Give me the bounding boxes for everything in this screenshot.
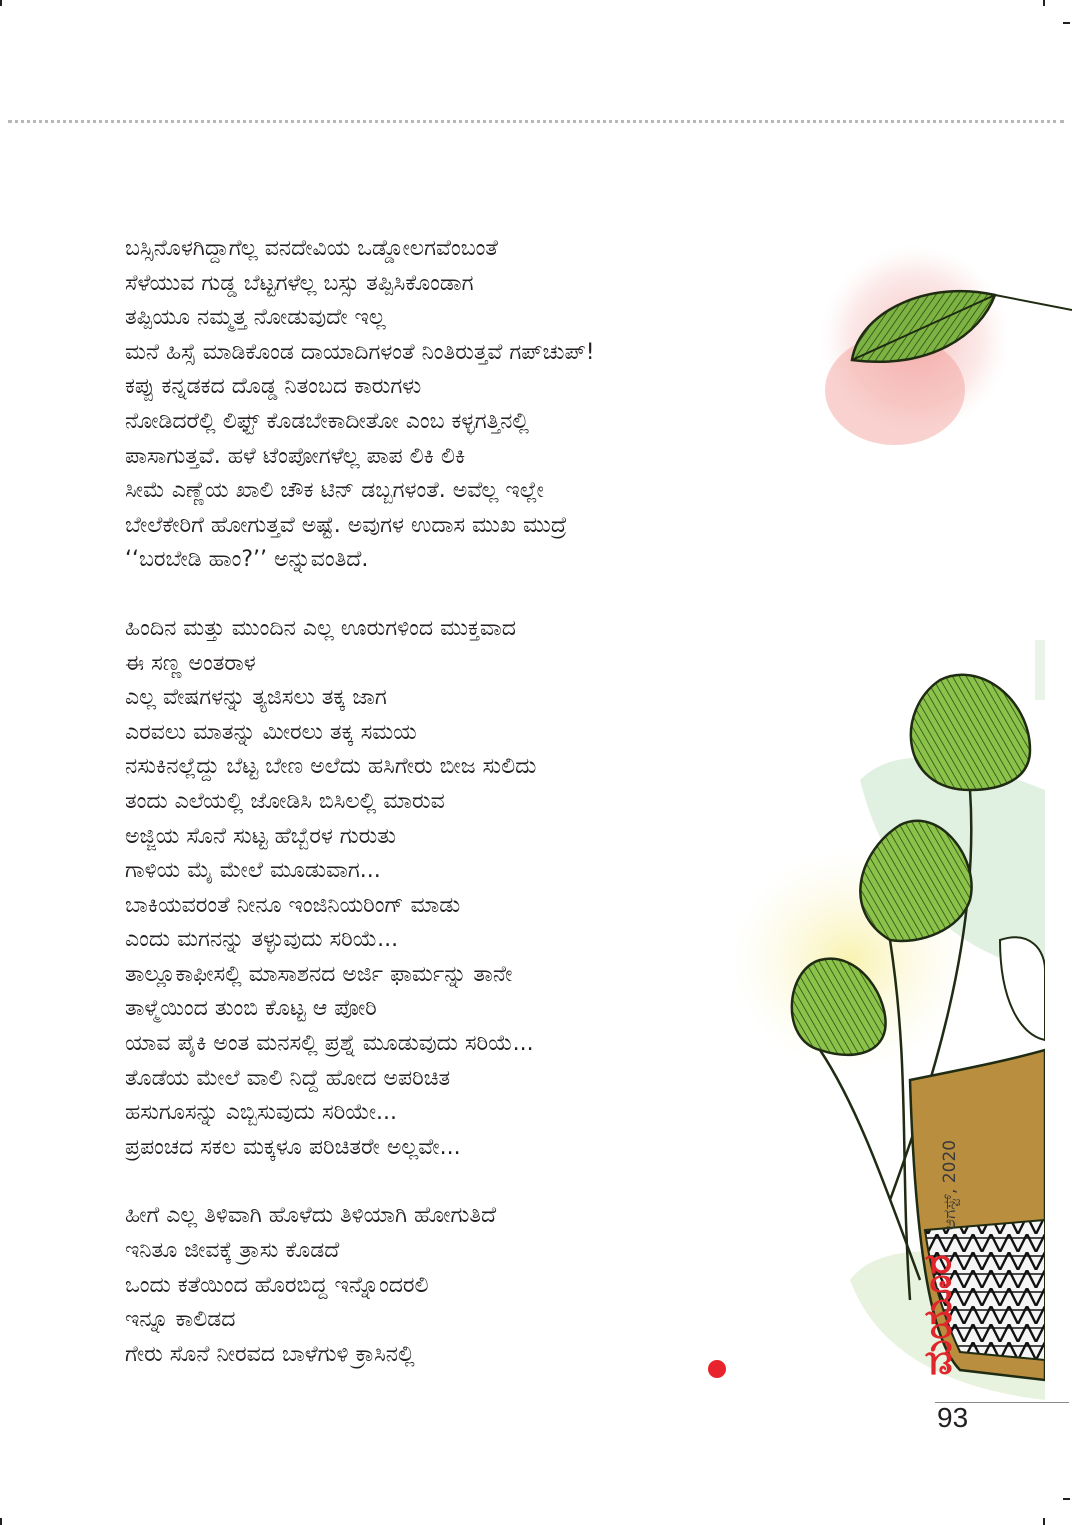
poem-line: ಹೀಗೆ ಎಲ್ಲ ತಿಳಿವಾಗಿ ಹೊಳೆದು ತಿಳಿಯಾಗಿ ಹೋಗುತಿದೆ [125,1203,497,1229]
crop-mark-bottom-left [0,1518,2,1525]
decorative-red-dot [708,1360,726,1378]
issue-date [930,1120,970,1250]
poem-line: ಗೇರು ಸೊನೆ ನೀರವದ ಬಾಳೆಗುಳಿ ಕ್ರಾಸಿನಲ್ಲಿ [125,1341,415,1367]
stanza-3 [125,1199,765,1372]
poem-line: ಒಂದು ಕತೆಯಿಂದ ಹೊರಬಿದ್ದ ಇನ್ನೊಂದರಲಿ [125,1272,429,1298]
page-number: 93 [937,1402,969,1433]
poem-line: ತಪ್ಪಿಯೂ ನಮ್ಮತ್ತ ನೋಡುವುದೇ ಇಲ್ಲ [125,305,386,331]
crop-mark-top-right [1043,0,1045,6]
poem-line: ಪಾಸಾಗುತ್ತವೆ. ಹಳೆ ಟೆಂಪೋಗಳೆಲ್ಲ ಪಾಪ ಲಿಕಿ ಲಿಕಿ [125,443,466,469]
poem-line: ಅಜ್ಜಿಯ ಸೊನೆ ಸುಟ್ಟ ಹೆಬ್ಬೆರಳ ಗುರುತು [125,823,396,849]
issue-date-text: ಆಗಸ್ಟ್, 2020 [940,1139,960,1231]
poem-line: ‘‘ಬರಬೇಡಿ ಹಾಂ?’’ ಅನ್ನುವಂತಿದೆ. [125,547,369,573]
poem-line: ಪ್ರಪಂಚದ ಸಕಲ ಮಕ್ಕಳೂ ಪರಿಚಿತರೇ ಅಲ್ಲವೇ... [125,1134,461,1160]
magazine-name: ಮಯೂರ [915,1254,960,1376]
plant-pot-illustration [730,640,1045,1400]
poem-line: ಹಸುಗೂಸನ್ನು ಎಬ್ಬಿಸುವುದು ಸರಿಯೇ... [125,1100,398,1126]
poem-line: ಎರವಲು ಮಾತನ್ನು ಮೀರಲು ತಕ್ಕ ಸಮಯ [125,719,417,745]
magazine-logo [912,1250,964,1380]
leaf-illustration-top [820,240,1072,460]
poem-line: ನೋಡಿದರೆಲ್ಲಿ ಲಿಫ್ಟ್ ಕೊಡಬೇಕಾದೀತೋ ಎಂಬ ಕಳ್ಳಗತ್ತಿನಲ್ಲಿ [125,408,529,434]
crop-mark-right-top [1063,22,1070,24]
crop-mark-bottom-right [1043,1518,1045,1525]
poem-line: ಯಾವ ಪೈಕಿ ಅಂತ ಮನಸಲ್ಲಿ ಪ್ರಶ್ನೆ ಮೂಡುವುದು ಸರಿಯೆ... [125,1031,534,1057]
dotted-separator [8,120,1064,123]
poem-line: ಕಪ್ಪು ಕನ್ನಡಕದ ದೊಡ್ಡ ನಿತಂಬದ ಕಾರುಗಳು [125,374,422,400]
poem-body [125,232,765,1372]
poem-line: ಇನ್ನೂ ಕಾಲಿಡದ [125,1307,236,1333]
poem-line: ತಂದು ಎಲೆಯಲ್ಲಿ ಜೋಡಿಸಿ ಬಿಸಿಲಲ್ಲಿ ಮಾರುವ [125,788,445,814]
poem-line: ಹಿಂದಿನ ಮತ್ತು ಮುಂದಿನ ಎಲ್ಲ ಊರುಗಳಿಂದ ಮುಕ್ತವಾದ [125,615,516,641]
poem-line: ಸೆಳೆಯುವ ಗುಡ್ಡ ಬೆಟ್ಟಗಳೆಲ್ಲ ಬಸ್ಸು ತಪ್ಪಿಸಿಕೊಂಡಾಗ [125,270,474,296]
stanza-2 [125,612,765,1166]
poem-line: ತಾಲ್ಲೂಕಾಫೀಸಲ್ಲಿ ಮಾಸಾಶನದ ಅರ್ಜಿ ಫಾರ್ಮನ್ನು ತಾನೇ [125,961,513,987]
poem-line: ಸೀಮೆ ಎಣ್ಣೆಯ ಖಾಲಿ ಚೌಕ ಟಿನ್ ಡಬ್ಬಗಳಂತೆ. ಅವೆಲ್ಲ ಇಲ್ಲೇ [125,478,544,504]
crop-mark-top-left [0,0,2,6]
poem-line: ಬೇಲೆಕೇರಿಗೆ ಹೋಗುತ್ತವೆ ಅಷ್ಟೆ. ಅವುಗಳ ಉದಾಸ ಮುಖ ಮುದ್ರೆ [125,512,567,538]
poem-line: ಎಂದು ಮಗನನ್ನು ತಳ್ಳುವುದು ಸರಿಯೆ... [125,927,399,953]
poem-line: ಎಲ್ಲ ವೇಷಗಳನ್ನು ತ್ಯಜಿಸಲು ತಕ್ಕ ಜಾಗ [125,685,387,711]
poem-line: ಇನಿತೂ ಜೀವಕ್ಕೆ ತ್ರಾಸು ಕೊಡದೆ [125,1238,340,1264]
poem-line: ಮನೆ ಹಿಸ್ಸೆ ಮಾಡಿಕೊಂಡ ದಾಯಾದಿಗಳಂತೆ ನಿಂತಿರುತ್ತವೆ ಗಪ್‌ಚುಪ್! [125,339,595,365]
poem-line: ಗಾಳಿಯ ಮೈ ಮೇಲೆ ಮೂಡುವಾಗ... [125,858,381,884]
poem-line: ಬಸ್ಸಿನೊಳಗಿದ್ದಾಗೆಲ್ಲ ವನದೇವಿಯ ಒಡ್ಡೋಲಗವೆಂಬಂತೆ [125,236,498,261]
crop-mark-right-bottom [1063,1498,1070,1500]
poem-line: ಈ ಸಣ್ಣ ಅಂತರಾಳ [125,650,256,676]
stanza-1 [125,232,765,578]
poem-line: ಬಾಕಿಯವರಂತೆ ನೀನೂ ಇಂಜಿನಿಯರಿಂಗ್ ಮಾಡು [125,892,461,918]
poem-line: ತೊಡೆಯ ಮೇಲೆ ವಾಲಿ ನಿದ್ದೆ ಹೋದ ಅಪರಿಚಿತ [125,1065,451,1091]
poem-line: ತಾಳ್ಮೆಯಿಂದ ತುಂಬಿ ಕೊಟ್ಟ ಆ ಪೋರಿ [125,996,377,1022]
poem-line: ನಸುಕಿನಲ್ಲೆದ್ದು ಬೆಟ್ಟ ಬೇಣ ಅಲೆದು ಹಸಿಗೇರು ಬೀಜ ಸುಲಿದು [125,754,537,780]
